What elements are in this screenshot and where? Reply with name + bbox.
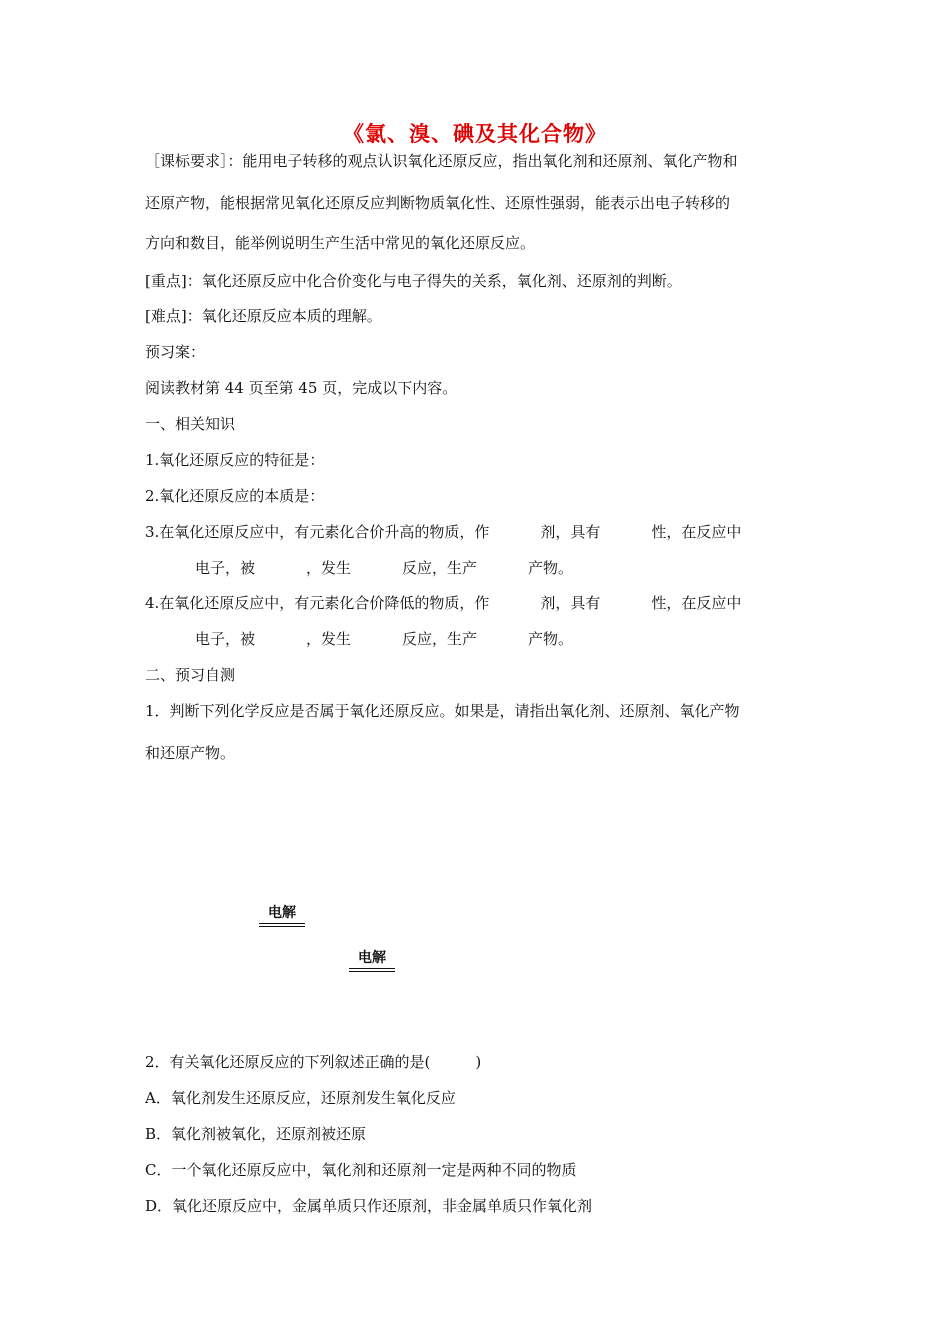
- q3-text-b: 剂，具有: [540, 523, 601, 541]
- section1-question-2: 2.氧化还原反应的本质是：: [145, 487, 325, 505]
- q4-text-f: 反应，生产: [402, 630, 478, 648]
- preview-label: 预习案：: [145, 343, 206, 361]
- electrolysis-text-1: 电解: [268, 905, 296, 921]
- section1-question-1: 1.氧化还原反应的特征是：: [145, 451, 325, 469]
- electrolysis-condition-2: [349, 947, 395, 972]
- electrolysis-condition-1: [259, 902, 305, 927]
- q3-text-d: 电子，被: [195, 559, 256, 577]
- equation-arrow-1: [259, 923, 305, 927]
- difficulty: [难点]：氧化还原反应本质的理解。: [145, 307, 382, 325]
- section2-question-1-line-1: 1．判断下列化学反应是否属于氧化还原反应。如果是，请指出氧化剂、还原剂、氧化产物: [145, 702, 740, 720]
- option-d[interactable]: D．氧化还原反应中，金属单质只作还原剂，非金属单质只作氧化剂: [145, 1197, 593, 1215]
- document-title: 《氯、溴、碘及其化合物》: [343, 121, 607, 146]
- electrolysis-text-2: 电解: [358, 950, 386, 966]
- q3-text-a: 3.在氧化还原反应中，有元素化合价升高的物质，作: [145, 523, 490, 541]
- section1-heading: 一、相关知识: [145, 415, 236, 433]
- q3-text-g: 产物。: [528, 559, 574, 577]
- reading-instruction: 阅读教材第 44 页至第 45 页，完成以下内容。: [145, 379, 458, 397]
- q4-text-e: ，发生: [306, 630, 352, 648]
- section2-question-1-line-2: 和还原产物。: [145, 744, 236, 762]
- q3-text-f: 反应，生产: [402, 559, 478, 577]
- section1-question-4-line-1: [145, 593, 741, 613]
- requirements-line-2: 还原产物，能根据常见氧化还原反应判断物质氧化性、还原性强弱，能表示出电子转移的: [145, 194, 731, 212]
- option-a[interactable]: A．氧化剂发生还原反应，还原剂发生氧化反应: [145, 1089, 456, 1107]
- requirements-line-3: 方向和数目，能举例说明生产生活中常见的氧化还原反应。: [145, 234, 536, 252]
- option-c[interactable]: C．一个氧化还原反应中，氧化剂和还原剂一定是两种不同的物质: [145, 1161, 577, 1179]
- section2-heading: 二、预习自测: [145, 666, 236, 684]
- section1-question-3-line-1: [145, 522, 741, 542]
- section1-question-4-line-2: [195, 629, 573, 649]
- q4-text-a: 4.在氧化还原反应中，有元素化合价降低的物质，作: [145, 594, 490, 612]
- section1-question-3-line-2: [195, 558, 573, 578]
- q3-text-e: ，发生: [306, 559, 352, 577]
- section2-question-2: 2．有关氧化还原反应的下列叙述正确的是( ): [145, 1053, 482, 1071]
- q4-text-b: 剂，具有: [540, 594, 601, 612]
- key-point: [重点]：氧化还原反应中化合价变化与电子得失的关系，氧化剂、还原剂的判断。: [145, 272, 682, 290]
- q4-text-d: 电子，被: [195, 630, 256, 648]
- equation-arrow-2: [349, 968, 395, 972]
- requirements-line-1: ［课标要求］：能用电子转移的观点认识氧化还原反应，指出氧化剂和还原剂、氧化产物和: [145, 152, 738, 170]
- q3-text-c: 性，在反应中: [651, 523, 742, 541]
- q4-text-g: 产物。: [528, 630, 574, 648]
- option-b[interactable]: B．氧化剂被氧化，还原剂被还原: [145, 1125, 367, 1143]
- q4-text-c: 性，在反应中: [651, 594, 742, 612]
